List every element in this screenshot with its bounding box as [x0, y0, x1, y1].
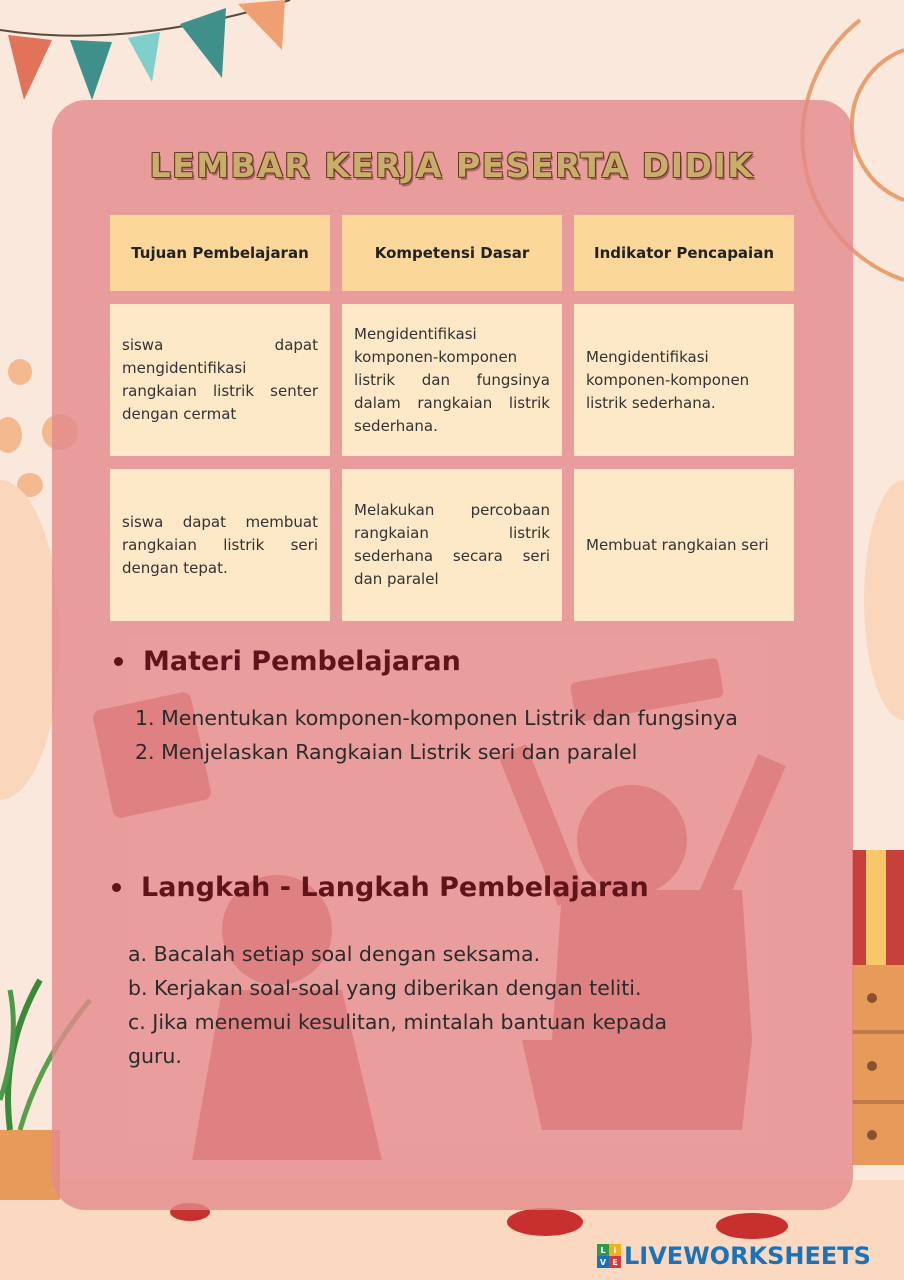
logo-letter: I — [609, 1244, 621, 1256]
bullet-icon — [114, 657, 123, 666]
liveworksheets-logo — [597, 1240, 871, 1272]
shoe-decoration — [716, 1213, 788, 1239]
logo-letter: E — [609, 1256, 621, 1268]
left-wave-decoration — [0, 480, 60, 800]
langkah-heading-text: Langkah - Langkah Pembelajaran — [141, 871, 649, 903]
langkah-heading — [112, 866, 649, 908]
list-item: 2. Menjelaskan Rangkaian Listrik seri dan paralel — [135, 740, 638, 764]
logo-letter: L — [597, 1244, 609, 1256]
bookshelf-decoration — [852, 850, 904, 1165]
table-cell-text: Mengidentifikasi komponen-komponen listrik dan fungsinya dalam rangkaian listrik sederhana. — [354, 324, 550, 435]
liveworksheets-logo-icon — [597, 1244, 621, 1268]
list-item: b. Kerjakan soal-soal yang diberikan dengan teliti. — [128, 976, 642, 1000]
table-cell — [574, 304, 794, 456]
table-cell — [110, 304, 330, 456]
list-item: c. Jika menemui kesulitan, mintalah bantuan kepada — [128, 1010, 668, 1034]
table-header-indikator: Indikator Pencapaian — [574, 215, 794, 291]
page-title: LEMBAR KERJA PESERTA DIDIK — [149, 146, 755, 185]
shoe-decoration — [507, 1208, 583, 1236]
materi-heading-text: Materi Pembelajaran — [143, 645, 461, 677]
table-cell — [342, 469, 562, 621]
table-cell — [574, 469, 794, 621]
table-header-tujuan: Tujuan Pembelajaran — [110, 215, 330, 291]
list-item: 1. Menentukan komponen-komponen Listrik dan fungsinya — [135, 706, 738, 730]
table-cell-text: Mengidentifikasi komponen-komponen listrik sederhana. — [586, 347, 750, 412]
table-cell-text: Melakukan percobaan rangkaian listrik sederhana secara seri dan paralel — [354, 501, 550, 588]
list-item: a. Bacalah setiap soal dengan seksama. — [128, 942, 541, 966]
bunting-flags-decoration — [0, 0, 290, 100]
table-cell — [110, 469, 330, 621]
logo-letter: V — [597, 1256, 609, 1268]
right-wave-decoration — [864, 480, 904, 720]
table-cell-text: Membuat rangkaian seri — [586, 535, 769, 554]
bullet-icon — [112, 883, 121, 892]
table-cell — [342, 304, 562, 456]
list-item: guru. — [128, 1044, 182, 1068]
table-cell-text: siswa dapat mengidentifikasi rangkaian listrik senter dengan cermat — [122, 336, 318, 423]
materi-list — [135, 701, 738, 769]
table-header-kompetensi: Kompetensi Dasar — [342, 215, 562, 291]
liveworksheets-logo-text: LIVEWORKSHEETS — [624, 1242, 871, 1270]
materi-heading — [114, 640, 461, 682]
langkah-list — [128, 937, 667, 1073]
table-cell-text: siswa dapat membuat rangkaian listrik seri dengan tepat. — [122, 512, 318, 577]
